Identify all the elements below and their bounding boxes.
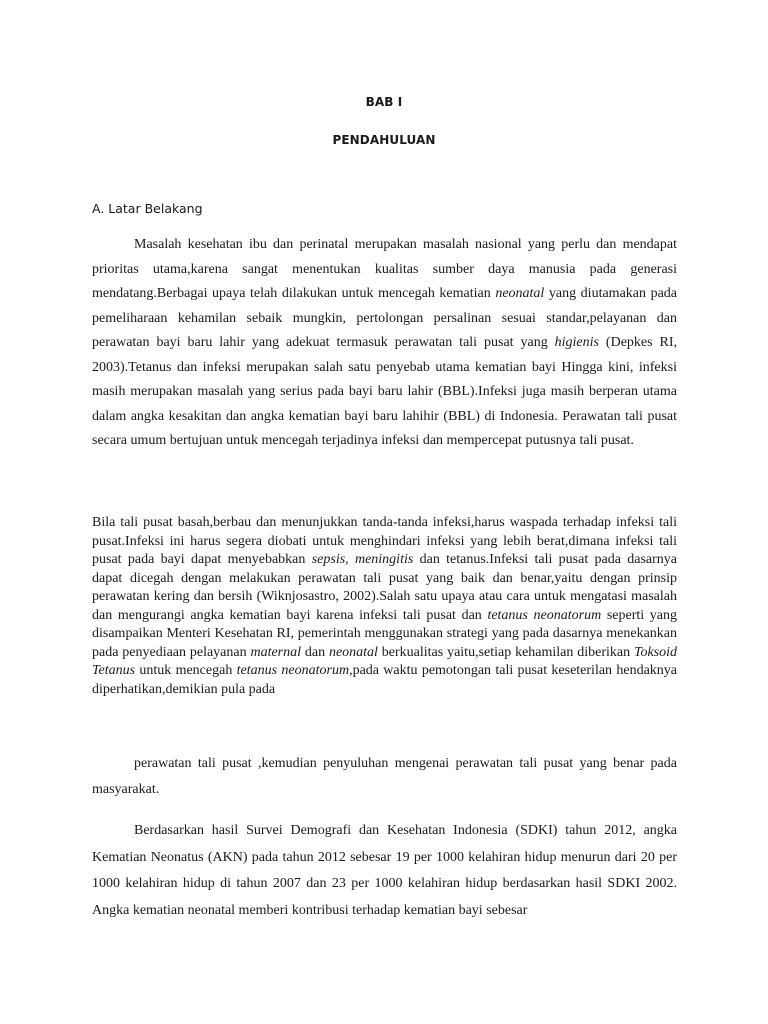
paragraph-infection [92,514,677,699]
chapter-number: BAB I [365,95,403,109]
italic-term: neonatal [495,286,545,301]
text-run: Bila tali pusat basah,berbau dan menunjukkan tanda-tanda infeksi,harus waspada terhadap infeksi tali pusat.Infeksi ini harus segera diobati untuk menghindari infeksi yang lebih berat,dimana infeksi tali pusat pada bayi dapat menyebabkan [92,515,677,567]
chapter-title: PENDAHULUAN [332,133,436,147]
text-run: (Depkes RI, 2003).Tetanus dan infeksi merupakan salah satu penyebab utama kematian bayi Hingga kini, infeksi masih merupakan masalah yang serius pada bayi baru lahir (BBL).Infeksi juga masih berperan utama dalam angka kesakitan dan angka kematian bayi baru lahihir (BBL) di Indonesia. Perawatan tali pusat secara umum bertujuan untuk mencegah terjadinya infeksi dan mempercepat putusnya tali pusat. [92,335,677,448]
section-title: A. Latar Belakang [92,201,203,216]
paragraph-continuation: perawatan tali pusat ,kemudian penyuluhan mengenai perawatan tali pusat yang benar pada masyarakat. [92,756,677,797]
paragraph-sdki: Berdasarkan hasil Survei Demografi dan Kesehatan Indonesia (SDKI) tahun 2012, angka Kematian Neonatus (AKN) pada tahun 2012 sebesar 19 per 1000 kelahiran hidup menurun dari 20 per 1000 kelahiran hidup di tahun 2007 dan 23 per 1000 kelahiran hidup berdasarkan hasil SDKI 2002. Angka kematian neonatal memberi kontribusi terhadap kematian bayi sebesar [92,823,677,918]
text-run: Masalah kesehatan ibu dan perinatal merupakan masalah nasional yang perlu dan mendapat prioritas utama,karena sangat menentukan kualitas sumber daya manusia pada generasi mendatang.Berbagai upaya telah dilakukan untuk mencegah kematian [92,237,677,301]
text-run: ,pada waktu pemotongan tali pusat keseterilan hendaknya diperhatikan,demikian pula pada [92,663,677,697]
italic-term: Toksoid Tetanus [92,644,678,678]
text-run: dan [301,644,329,660]
italic-term: tetanus neonatorum [236,663,350,678]
text-run: seperti yang disampaikan Menteri Kesehatan RI, pemerintah menggunakan strategi yang pada dasarnya menekankan pada penyediaan pelayanan [92,607,678,660]
italic-term: sepsis, meningitis [311,552,414,567]
italic-term: tetanus neonatorum [487,607,602,623]
paragraph-background [92,233,677,454]
italic-term: higienis [554,335,599,350]
italic-term: neonatal [328,644,378,660]
text-run: dan tetanus.Infeksi tali pusat pada dasarnya dapat dicegah dengan melakukan perawatan tali pusat yang baik dan benar,yaitu dengan prinsip perawatan kering dan bersih (Wiknjosastro, 2002).Salah satu upaya atau cara untuk mengatasi masalah dan mengurangi angka kematian bayi karena infeksi tali pusat dan [92,552,678,623]
text-run: yang diutamakan pada pemeliharaan kehamilan sebaik mungkin, pertolongan persalinan sesuai standar,pelayanan dan perawatan bayi baru lahir yang adekuat termasuk perawatan tali pusat yang [92,286,678,350]
text-run: berkualitas yaitu,setiap kehamilan diberikan [377,644,634,660]
text-run: untuk mencegah [135,663,237,678]
italic-term: maternal [250,644,302,660]
